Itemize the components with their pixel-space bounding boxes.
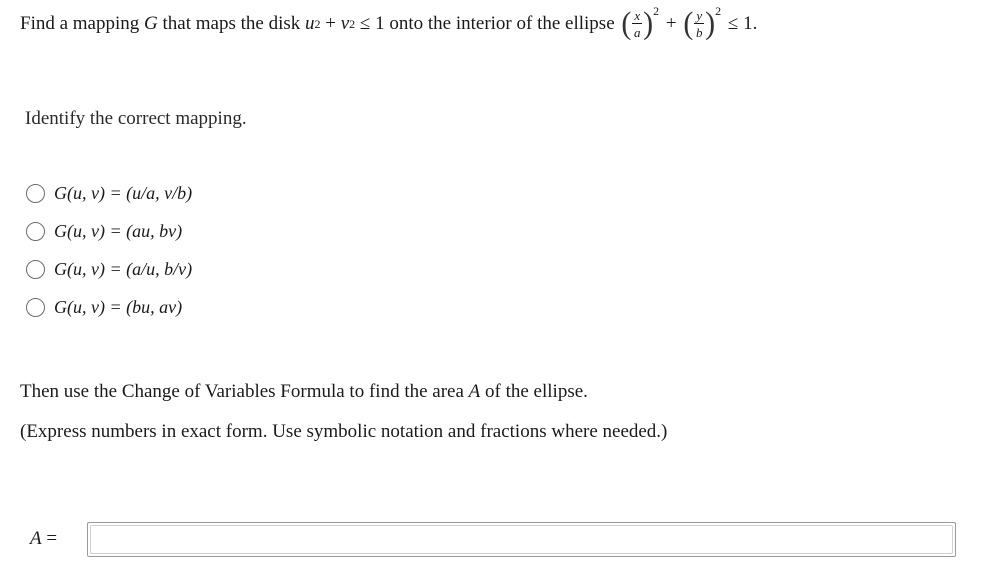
answer-equals: = <box>46 528 58 549</box>
fraction-numerator-x: x <box>634 8 641 23</box>
disk-v: v <box>340 13 350 34</box>
identify-prompt: Identify the correct mapping. <box>25 108 247 129</box>
fraction-denominator-b: b <box>696 25 703 40</box>
answer-input[interactable] <box>90 525 953 554</box>
disk-rhs: ≤ 1 onto the interior of the ellipse <box>359 13 615 34</box>
mapping-variable: G <box>144 13 158 34</box>
mapping-option-label: G(u, v) = (a/u, b/v) <box>54 258 193 279</box>
ellipse-y-exponent: 2 <box>715 3 722 18</box>
answer-label <box>30 528 57 550</box>
ellipse-x-exponent: 2 <box>653 3 660 18</box>
radio-button[interactable] <box>26 298 45 317</box>
fraction-denominator-a: a <box>634 25 641 40</box>
area-variable: A <box>468 381 481 402</box>
mapping-option-label: G(u, v) = (u/a, v/b) <box>54 182 193 203</box>
radio-button[interactable] <box>26 260 45 279</box>
ellipse-rhs: ≤ 1. <box>727 13 758 34</box>
left-paren-icon: ( <box>621 6 632 41</box>
disk-text: that maps the disk <box>162 13 301 34</box>
right-paren-icon: ) <box>705 6 716 41</box>
mapping-option-label: G(u, v) = (bu, av) <box>54 296 183 317</box>
area-instruction <box>20 381 588 403</box>
problem-statement: Find a mapping G that maps the disk u 2 + v 2 ≤ 1 onto the interior of the ellipse ( $\frac{x}{a}$ ) 2 + ( $\frac{y}{b}$ ) 2 ≤ 1. <box>20 3 758 41</box>
left-paren-icon: ( <box>683 6 694 41</box>
answer-variable: A <box>30 528 42 549</box>
area-instruction-pre: Then use the Change of Variables Formula to find the area <box>20 381 464 402</box>
fraction-y-over-b <box>694 9 704 39</box>
mapping-options <box>26 174 192 326</box>
disk-u: u <box>305 13 315 34</box>
area-instruction-post: of the ellipse. <box>485 381 588 402</box>
fraction-x-over-a <box>632 9 642 39</box>
ellipse-term-x <box>621 3 660 41</box>
intro-text: Find a mapping <box>20 13 140 34</box>
mapping-option-4[interactable] <box>26 288 192 326</box>
disk-plus: + <box>325 13 336 34</box>
right-paren-icon: ) <box>643 6 654 41</box>
format-hint: (Express numbers in exact form. Use symbolic notation and fractions where needed.) <box>20 421 668 442</box>
answer-field-frame <box>87 522 956 557</box>
mapping-option-label: G(u, v) = (au, bv) <box>54 220 183 241</box>
mapping-option-2[interactable] <box>26 212 192 250</box>
ellipse-term-y <box>683 3 722 41</box>
radio-button[interactable] <box>26 222 45 241</box>
mapping-option-3[interactable] <box>26 250 192 288</box>
fraction-numerator-y: y <box>696 8 703 23</box>
radio-button[interactable] <box>26 184 45 203</box>
ellipse-plus: + <box>665 13 677 34</box>
mapping-option-1[interactable] <box>26 174 192 212</box>
